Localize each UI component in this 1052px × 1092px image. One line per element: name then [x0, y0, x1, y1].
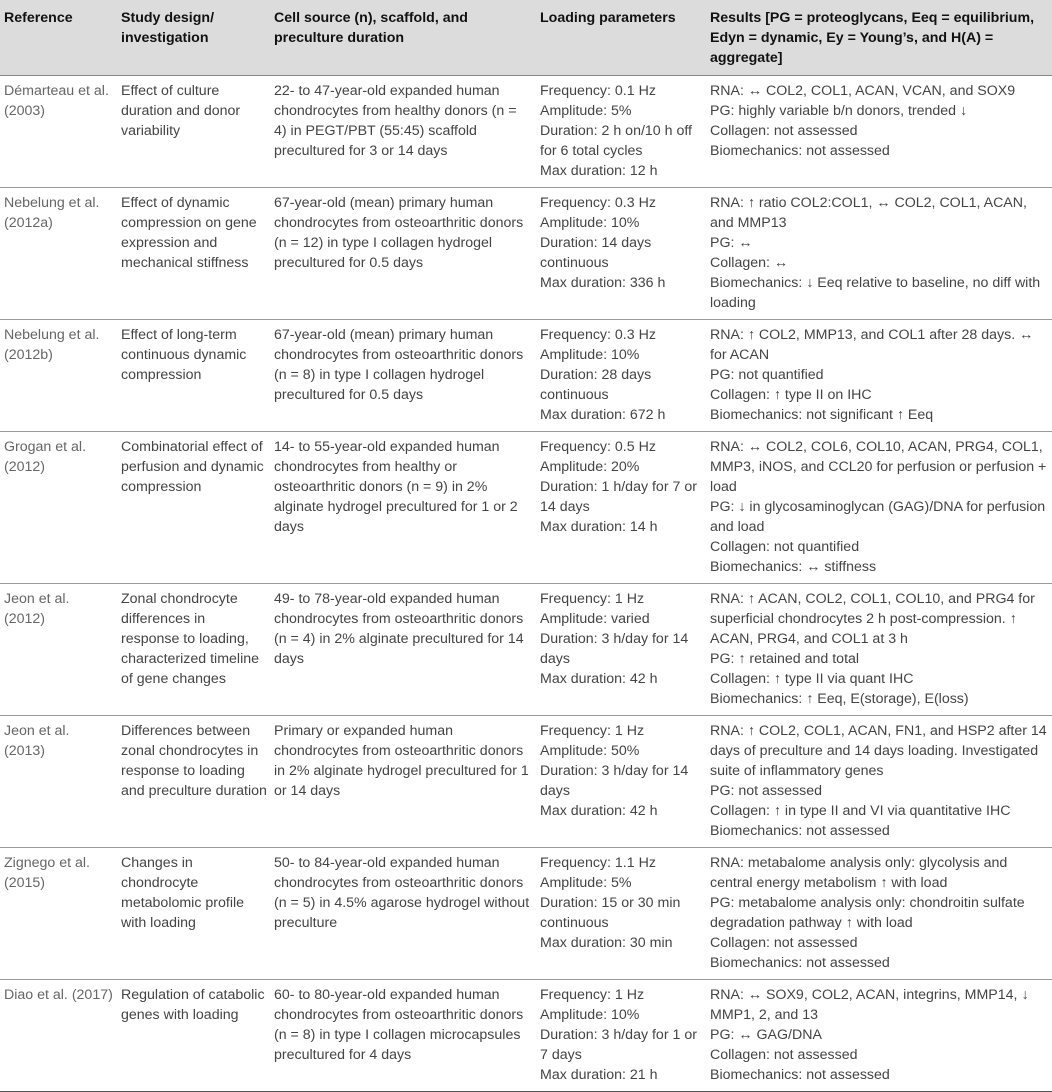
cell-source-cell: 60- to 80-year-old expanded human chondrocytes from osteoarthritic donors (n = 8) in type I collagen microcapsules precultured for 4 days	[270, 980, 536, 1092]
result-line: PG: highly variable b/n donors, trended ↓	[710, 103, 968, 119]
result-line: RNA: ↑ ratio COL2:COL1, ↔ COL2, COL1, ACAN, and MMP13	[710, 195, 1027, 231]
loading-parameter-line: Frequency: 1.1 Hz	[540, 855, 656, 871]
loading-parameter-line: Max duration: 12 h	[540, 163, 658, 179]
study-design-cell: Regulation of catabolic genes with loading	[117, 980, 270, 1092]
study-design-cell: Effect of dynamic compression on gene expression and mechanical stiffness	[117, 188, 270, 320]
result-line: Collagen: not assessed	[710, 123, 858, 139]
result-line: PG: ↔	[710, 235, 753, 251]
reference-cell: Nebelung et al. (2012b)	[0, 320, 117, 432]
study-design-cell: Combinatorial effect of perfusion and dynamic compression	[117, 432, 270, 584]
table-row	[0, 76, 1052, 188]
loading-parameter-line: Max duration: 672 h	[540, 407, 666, 423]
loading-parameter-line: Amplitude: 5%	[540, 103, 632, 119]
result-line: Biomechanics: ↓ Eeq relative to baseline, no diff with loading	[710, 275, 1041, 311]
result-line: Biomechanics: ↔ stiffness	[710, 559, 877, 575]
cell-source-cell: 67-year-old (mean) primary human chondrocytes from osteoarthritic donors (n = 12) in type I collagen hydrogel precultured for 0.5 days	[270, 188, 536, 320]
result-line: Biomechanics: not assessed	[710, 1067, 890, 1083]
result-line: PG: ↓ in glycosaminoglycan (GAG)/DNA for perfusion and load	[710, 499, 1046, 535]
header-results: Results [PG = proteoglycans, Eeq = equilibrium, Edyn = dynamic, Ey = Young’s, and H(A) = aggregate]	[706, 0, 1052, 76]
header-row	[0, 0, 1052, 76]
loading-parameter-line: Amplitude: 5%	[540, 875, 632, 891]
loading-parameter-line: Amplitude: varied	[540, 611, 650, 627]
table-row	[0, 584, 1052, 716]
loading-parameters-cell	[536, 848, 706, 980]
results-cell	[706, 980, 1052, 1092]
loading-parameter-line: Max duration: 30 min	[540, 935, 673, 951]
cell-source-cell: 22- to 47-year-old expanded human chondrocytes from healthy donors (n = 4) in PEGT/PBT (55:45) scaffold precultured for 3 or 14 days	[270, 76, 536, 188]
table-header	[0, 0, 1052, 76]
loading-parameter-line: Amplitude: 10%	[540, 215, 640, 231]
result-line: Collagen: ↑ in type II and VI via quantitative IHC	[710, 803, 1011, 819]
loading-parameter-line: Frequency: 0.3 Hz	[540, 195, 656, 211]
results-cell	[706, 716, 1052, 848]
result-line: Collagen: not assessed	[710, 935, 858, 951]
result-line: Biomechanics: not significant ↑ Eeq	[710, 407, 934, 423]
result-line: RNA: ↑ COL2, MMP13, and COL1 after 28 days. ↔ for ACAN	[710, 327, 1034, 363]
table-row	[0, 716, 1052, 848]
loading-parameters-cell	[536, 76, 706, 188]
loading-parameter-line: Duration: 28 days continuous	[540, 367, 652, 403]
loading-parameter-line: Duration: 14 days continuous	[540, 235, 652, 271]
loading-parameter-line: Duration: 1 h/day for 7 or 14 days	[540, 479, 697, 515]
loading-parameter-line: Frequency: 0.1 Hz	[540, 83, 656, 99]
loading-parameter-line: Frequency: 1 Hz	[540, 987, 645, 1003]
reference-cell: Jeon et al. (2012)	[0, 584, 117, 716]
header-reference: Reference	[0, 0, 117, 76]
loading-parameter-line: Amplitude: 10%	[540, 1007, 640, 1023]
result-line: RNA: ↑ ACAN, COL2, COL1, COL10, and PRG4 for superficial chondrocytes 2 h post-compression. ↑ ACAN, PRG4, and COL1 at 3 h	[710, 591, 1035, 647]
study-design-cell: Effect of culture duration and donor variability	[117, 76, 270, 188]
results-cell	[706, 188, 1052, 320]
cell-source-cell: Primary or expanded human chondrocytes from osteoarthritic donors in 2% alginate hydrogel precultured for 1 or 14 days	[270, 716, 536, 848]
reference-cell: Zignego et al. (2015)	[0, 848, 117, 980]
study-design-cell: Zonal chondrocyte differences in response to loading, characterized timeline of gene changes	[117, 584, 270, 716]
loading-parameters-cell	[536, 584, 706, 716]
loading-parameter-line: Frequency: 0.3 Hz	[540, 327, 656, 343]
result-line: Collagen: ↑ type II on IHC	[710, 387, 872, 403]
reference-cell: Jeon et al. (2013)	[0, 716, 117, 848]
results-cell	[706, 320, 1052, 432]
table-row	[0, 432, 1052, 584]
loading-parameter-line: Frequency: 1 Hz	[540, 591, 645, 607]
loading-parameter-line: Max duration: 42 h	[540, 803, 658, 819]
results-cell	[706, 432, 1052, 584]
table-row	[0, 980, 1052, 1092]
reference-cell: Nebelung et al. (2012a)	[0, 188, 117, 320]
result-line: Biomechanics: not assessed	[710, 823, 890, 839]
loading-parameter-line: Amplitude: 10%	[540, 347, 640, 363]
table-body	[0, 76, 1052, 1092]
loading-parameter-line: Duration: 15 or 30 min continuous	[540, 895, 681, 931]
results-cell	[706, 848, 1052, 980]
loading-parameter-line: Amplitude: 20%	[540, 459, 640, 475]
study-design-cell: Changes in chondrocyte metabolomic profile with loading	[117, 848, 270, 980]
loading-parameter-line: Duration: 3 h/day for 14 days	[540, 763, 689, 799]
loading-parameter-line: Duration: 3 h/day for 1 or 7 days	[540, 1027, 697, 1063]
result-line: Biomechanics: not assessed	[710, 143, 890, 159]
result-line: Collagen: ↑ type II via quant IHC	[710, 671, 914, 687]
result-line: Collagen: not quantified	[710, 539, 860, 555]
loading-parameter-line: Duration: 3 h/day for 14 days	[540, 631, 689, 667]
loading-parameters-cell	[536, 188, 706, 320]
loading-parameters-cell	[536, 320, 706, 432]
table-row	[0, 320, 1052, 432]
loading-parameter-line: Frequency: 0.5 Hz	[540, 439, 656, 455]
results-cell	[706, 584, 1052, 716]
result-line: RNA: ↔ SOX9, COL2, ACAN, integrins, MMP14, ↓ MMP1, 2, and 13	[710, 987, 1029, 1023]
study-design-cell: Effect of long-term continuous dynamic compression	[117, 320, 270, 432]
result-line: RNA: ↔ COL2, COL6, COL10, ACAN, PRG4, COL1, MMP3, iNOS, and CCL20 for perfusion or perfusion + load	[710, 439, 1047, 495]
result-line: RNA: ↑ COL2, COL1, ACAN, FN1, and HSP2 after 14 days of preculture and 14 days loading. Investigated suite of inflammatory genes	[710, 723, 1047, 779]
loading-parameters-cell	[536, 432, 706, 584]
result-line: PG: not assessed	[710, 783, 822, 799]
header-loading-parameters: Loading parameters	[536, 0, 706, 76]
study-design-cell: Differences between zonal chondrocytes in response to loading and preculture duration	[117, 716, 270, 848]
table-row	[0, 848, 1052, 980]
loading-parameter-line: Max duration: 14 h	[540, 519, 658, 535]
cell-source-cell: 49- to 78-year-old expanded human chondrocytes from osteoarthritic donors (n = 4) in 2% alginate precultured for 14 days	[270, 584, 536, 716]
result-line: RNA: metabalome analysis only: glycolysis and central energy metabolism ↑ with load	[710, 855, 1008, 891]
loading-parameter-line: Duration: 2 h on/10 h off for 6 total cycles	[540, 123, 692, 159]
result-line: PG: not quantified	[710, 367, 824, 383]
result-line: Biomechanics: not assessed	[710, 955, 890, 971]
cell-source-cell: 67-year-old (mean) primary human chondrocytes from osteoarthritic donors (n = 8) in type I collagen hydrogel precultured for 0.5 days	[270, 320, 536, 432]
reference-cell: Grogan et al. (2012)	[0, 432, 117, 584]
loading-parameter-line: Max duration: 21 h	[540, 1067, 658, 1083]
cell-source-cell: 50- to 84-year-old expanded human chondrocytes from osteoarthritic donors (n = 5) in 4.5% agarose hydrogel without preculture	[270, 848, 536, 980]
loading-parameters-cell	[536, 716, 706, 848]
header-cell-source: Cell source (n), scaffold, and preculture duration	[270, 0, 536, 76]
cell-source-cell: 14- to 55-year-old expanded human chondrocytes from healthy or osteoarthritic donors (n = 9) in 2% alginate hydrogel precultured for 1 or 2 days	[270, 432, 536, 584]
table-row	[0, 188, 1052, 320]
result-line: Biomechanics: ↑ Eeq, E(storage), E(loss)	[710, 691, 969, 707]
loading-parameter-line: Frequency: 1 Hz	[540, 723, 645, 739]
result-line: PG: metabalome analysis only: chondroitin sulfate degradation pathway ↑ with load	[710, 895, 1025, 931]
results-cell	[706, 76, 1052, 188]
loading-parameter-line: Amplitude: 50%	[540, 743, 640, 759]
result-line: Collagen: not assessed	[710, 1047, 858, 1063]
loading-parameter-line: Max duration: 336 h	[540, 275, 666, 291]
reference-cell: Démarteau et al. (2003)	[0, 76, 117, 188]
result-line: PG: ↑ retained and total	[710, 651, 860, 667]
result-line: PG: ↔ GAG/DNA	[710, 1027, 822, 1043]
reference-cell: Diao et al. (2017)	[0, 980, 117, 1092]
loading-parameters-cell	[536, 980, 706, 1092]
result-line: RNA: ↔ COL2, COL1, ACAN, VCAN, and SOX9	[710, 83, 1016, 99]
result-line: Collagen: ↔	[710, 255, 789, 271]
header-study-design: Study design/ investigation	[117, 0, 270, 76]
loading-parameter-line: Max duration: 42 h	[540, 671, 658, 687]
